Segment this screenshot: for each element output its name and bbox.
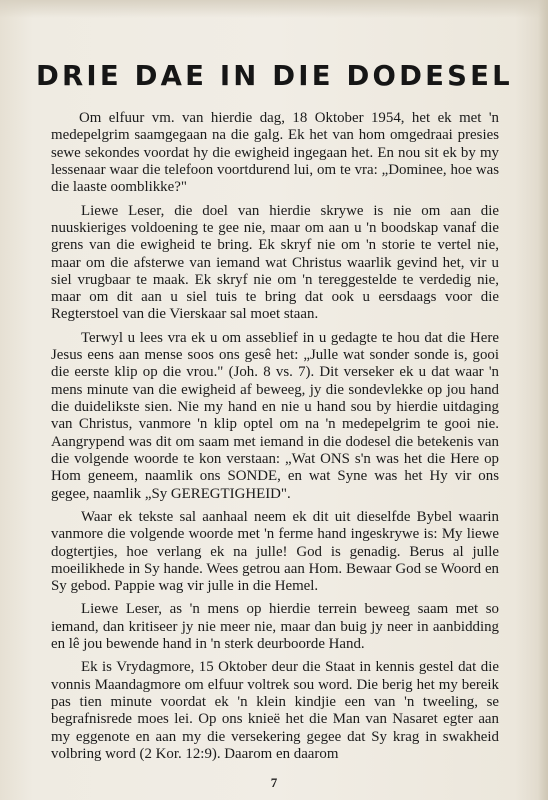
paragraph: Ek is Vrydagmore, 15 Oktober deur die Staat in kennis gestel dat die vonnis Maandagmore om elfuur voltrek sou word. Die berig het my bereik pas tien minute voordat ek 'n klein kindjie een van 'n tweeling, se begrafnisrede moes lei. Op ons knieë het die Man van Nasaret egter aan my eggenote en aan my die versekering gegee dat Sy krag in swakheid volbring word (2 Kor. 12:9). Daarom en daarom [51, 659, 499, 762]
chapter-title: DRIE DAE IN DIE DODESEL [36, 60, 513, 92]
page-top-shadow [0, 0, 548, 18]
paragraph: Liewe Leser, as 'n mens op hierdie terrein beweeg saam met so iemand, dan kritiseer jy nie meer nie, maar dan buig jy neer in aanbidding en lê jou bewende hand in 'n sterk deurboorde Hand. [51, 601, 499, 653]
paragraph: Waar ek tekste sal aanhaal neem ek dit uit dieselfde Bybel waarin vanmore die volgende woorde met 'n ferme hand ingeskrywe is: My liewe dogtertjies, hoe verlang ek na julle! God is genadig. Berus al julle moeilikhede in Sy hande. Wees getrou aan Hom. Bewaar God se Woord en Sy gebod. Pappie wag vir julle in die Hemel. [51, 508, 499, 595]
paragraph: Terwyl u lees vra ek u om asseblief in u gedagte te hou dat die Here Jesus eens aan mense soos ons gesê het: „Julle wat sonder sonde is, gooi die eerste klip op die vrou." (Joh. 8 vs. 7). Dit verseker ek u dat waar 'n mens minute van die ewigheid af beweeg, jy die sondevlekke op jou hand die duidelikste sien. Nie my hand en nie u hand sou by hierdie uitdaging van Christus, vanmore 'n klip optel om na 'n medepelgrim te gooi nie. Aangrypend was dit om saam met iemand in die dodesel die betekenis van die volgende woorde te kon verstaan: „Wat ONS s'n was het die Here op Hom geneem, naamlik ons SONDE, en wat Syne was het Hy vir ons gegee, naamlik „Sy GEREGTIGHEID". [51, 329, 499, 502]
paragraph: Om elfuur vm. van hierdie dag, 18 Oktober 1954, het ek met 'n medepelgrim saamgegaan na die galg. Ek het van hom omgedraai presies sewe sekondes voordat hy die ewigheid ingegaan het. En nou sit ek by my lessenaar waar die telefoon voortdurend lui, om te vra: „Dominee, hoe was die laaste oomblikke?" [51, 110, 499, 196]
body-text [51, 110, 499, 769]
page-number: 7 [270, 775, 278, 790]
page-right-shadow [538, 0, 548, 800]
paragraph: Liewe Leser, die doel van hierdie skrywe is nie om aan die nuuskieriges voldoening te gee nie, maar om aan u 'n boodskap vanaf die grens van die ewigheid te bring. Ek skryf nie om 'n storie te vertel nie, maar om die afsterwe van iemand wat Christus waarlik gevind het, vir u siel vrugbaar te maak. Ek skryf nie om 'n tereggestelde te verdedig nie, maar om dit aan u siel tuis te bring dat ook u eersdaags voor die Regterstoel van die Vierskaar sal moet staan. [51, 202, 499, 323]
